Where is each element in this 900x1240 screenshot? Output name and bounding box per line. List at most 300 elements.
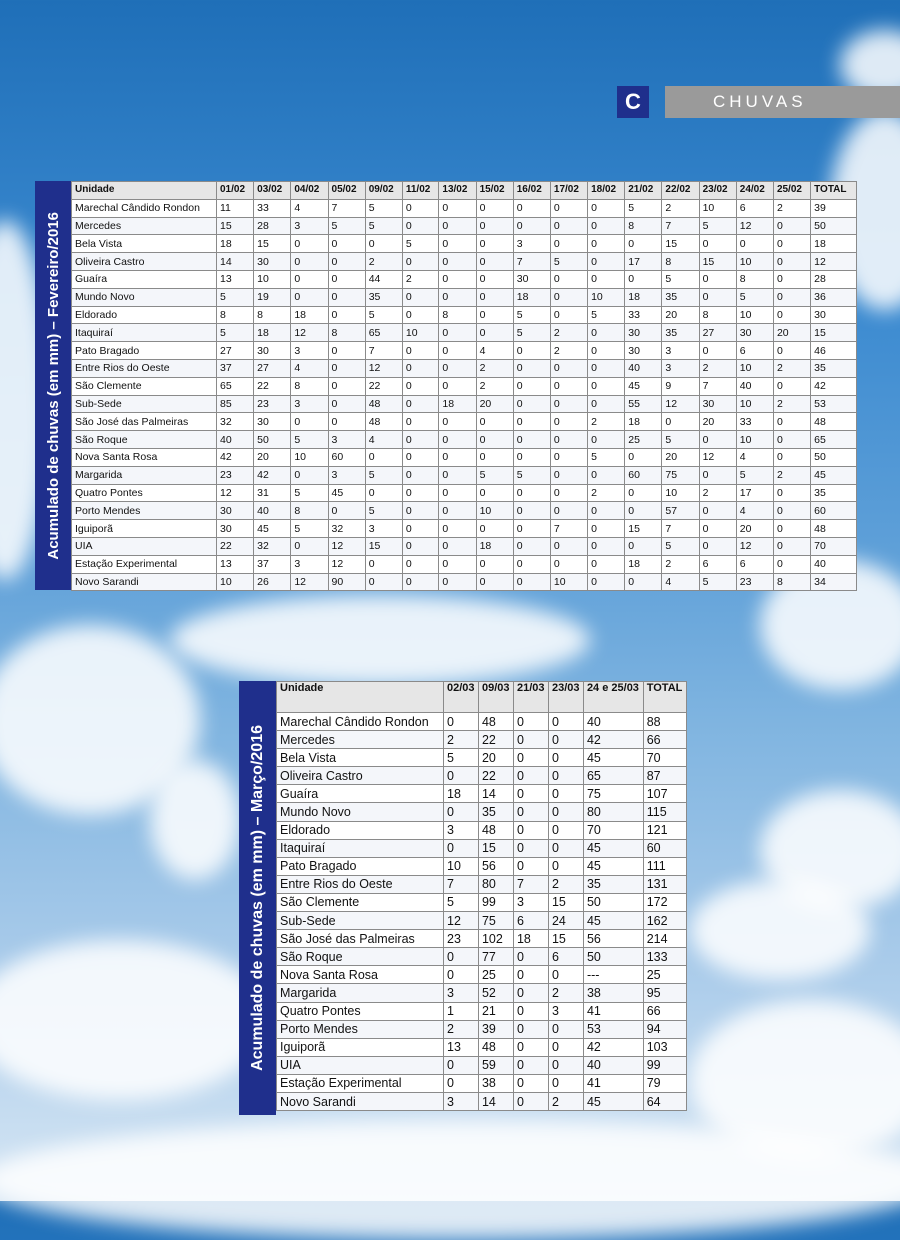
rain-value-cell: 26 [254, 573, 291, 591]
rain-value-cell: 0 [444, 767, 479, 785]
rain-value-cell: 3 [662, 359, 699, 377]
rain-value-cell: 44 [365, 270, 402, 288]
rain-value-cell: 5 [217, 324, 254, 342]
rain-value-cell: 2 [548, 1092, 583, 1110]
rain-value-cell: 0 [328, 359, 365, 377]
rain-value-cell: 8 [328, 324, 365, 342]
rain-value-cell: 56 [478, 857, 513, 875]
rain-value-cell: 0 [773, 377, 810, 395]
unit-name-cell: Sub-Sede [72, 395, 217, 413]
rain-value-cell: 23 [736, 573, 773, 591]
rain-value-cell: 33 [736, 413, 773, 431]
rain-value-cell: 4 [291, 359, 328, 377]
rain-value-cell: 12 [217, 484, 254, 502]
rain-value-cell: 0 [513, 948, 548, 966]
rain-value-cell: 27 [254, 359, 291, 377]
rain-value-cell: 0 [513, 713, 548, 731]
rain-value-cell: 45 [583, 912, 643, 930]
rain-value-cell: 2 [773, 359, 810, 377]
column-header: 04/02 [291, 182, 328, 200]
rain-value-cell: 22 [478, 731, 513, 749]
column-header: TOTAL [643, 682, 686, 713]
column-header: 21/03 [513, 682, 548, 713]
table-row [277, 785, 687, 803]
rain-value-cell: 50 [254, 431, 291, 449]
rain-value-cell: 5 [217, 288, 254, 306]
rain-value-cell: 65 [217, 377, 254, 395]
rain-value-cell: 0 [439, 484, 476, 502]
rain-value-cell: 7 [513, 253, 550, 271]
rain-value-cell: 0 [588, 395, 625, 413]
rain-value-cell: 0 [550, 502, 587, 520]
rain-value-cell: 0 [444, 839, 479, 857]
unit-name-cell: Porto Mendes [72, 502, 217, 520]
rain-value-cell: 133 [643, 948, 686, 966]
rain-value-cell: 0 [439, 377, 476, 395]
rain-value-cell: 12 [328, 537, 365, 555]
rain-value-cell: 8 [625, 217, 662, 235]
rain-value-cell: 28 [254, 217, 291, 235]
rain-value-cell: 30 [625, 324, 662, 342]
unit-name-cell: Marechal Cândido Rondon [72, 199, 217, 217]
rain-value-cell: 0 [513, 520, 550, 538]
rain-value-cell: 14 [478, 785, 513, 803]
table-row [72, 537, 857, 555]
rain-value-cell: 80 [478, 875, 513, 893]
unit-name-cell: Mundo Novo [72, 288, 217, 306]
rain-value-cell: 94 [643, 1020, 686, 1038]
table-row [277, 984, 687, 1002]
rain-value-cell: 5 [513, 466, 550, 484]
rain-value-cell: 18 [625, 413, 662, 431]
rain-value-cell: 5 [736, 466, 773, 484]
rain-value-cell: 3 [291, 217, 328, 235]
rain-value-cell: 5 [513, 306, 550, 324]
table-row [277, 912, 687, 930]
rain-value-cell: 0 [550, 270, 587, 288]
rain-value-cell: 0 [548, 713, 583, 731]
unit-name-cell: Oliveira Castro [72, 253, 217, 271]
rain-value-cell: 2 [588, 413, 625, 431]
table-row [72, 431, 857, 449]
unit-name-cell: Bela Vista [277, 749, 444, 767]
rain-value-cell: 15 [254, 235, 291, 253]
rain-value-cell: 13 [217, 270, 254, 288]
table-row [277, 875, 687, 893]
table-row [72, 502, 857, 520]
rain-value-cell: 35 [811, 484, 857, 502]
rain-value-cell: 34 [811, 573, 857, 591]
table-body [277, 713, 687, 1111]
rain-value-cell: 30 [699, 395, 736, 413]
rain-value-cell: 0 [476, 413, 513, 431]
rain-value-cell: 0 [439, 324, 476, 342]
rain-value-cell: 0 [402, 555, 439, 573]
rain-value-cell: 0 [550, 217, 587, 235]
rain-value-cell: 13 [444, 1038, 479, 1056]
rain-value-cell: 15 [365, 537, 402, 555]
unit-name-cell: São José das Palmeiras [277, 930, 444, 948]
rain-value-cell: 2 [550, 342, 587, 360]
rain-value-cell: 39 [811, 199, 857, 217]
rain-value-cell: 18 [476, 537, 513, 555]
table-row [277, 930, 687, 948]
rain-value-cell: 0 [699, 466, 736, 484]
rain-value-cell: 0 [550, 306, 587, 324]
rain-value-cell: 27 [699, 324, 736, 342]
rain-value-cell: 0 [548, 749, 583, 767]
rain-value-cell: 0 [548, 1056, 583, 1074]
rain-value-cell: 0 [513, 199, 550, 217]
rain-value-cell: 5 [550, 253, 587, 271]
table-row [72, 395, 857, 413]
rain-value-cell: 0 [513, 1020, 548, 1038]
rain-value-cell: 48 [811, 413, 857, 431]
march-rain-table [276, 681, 687, 1111]
march-title-text: Acumulado de chuvas (em mm) – Março/2016 [248, 725, 266, 1071]
rain-value-cell: 37 [217, 359, 254, 377]
rain-value-cell: 4 [476, 342, 513, 360]
unit-name-cell: Entre Rios do Oeste [277, 875, 444, 893]
rain-value-cell: 2 [588, 484, 625, 502]
unit-name-cell: Marechal Cândido Rondon [277, 713, 444, 731]
table-row [72, 484, 857, 502]
rain-value-cell: 30 [736, 324, 773, 342]
rain-value-cell: 0 [328, 235, 365, 253]
rain-value-cell: 0 [588, 377, 625, 395]
rain-value-cell: 45 [254, 520, 291, 538]
february-rain-table [71, 181, 857, 591]
unit-name-cell: Margarida [277, 984, 444, 1002]
rain-value-cell: 0 [402, 253, 439, 271]
rain-value-cell: 0 [402, 199, 439, 217]
rain-value-cell: 45 [625, 377, 662, 395]
rain-value-cell: 0 [513, 413, 550, 431]
rain-value-cell: 0 [550, 235, 587, 253]
unit-name-cell: Iguiporã [277, 1038, 444, 1056]
rain-value-cell: 36 [811, 288, 857, 306]
rain-value-cell: 4 [662, 573, 699, 591]
rain-value-cell: 111 [643, 857, 686, 875]
rain-value-cell: 162 [643, 912, 686, 930]
rain-value-cell: 103 [643, 1038, 686, 1056]
rain-value-cell: 5 [291, 484, 328, 502]
unit-name-cell: Margarida [72, 466, 217, 484]
unit-name-cell: Eldorado [72, 306, 217, 324]
rain-value-cell: 2 [365, 253, 402, 271]
rain-value-cell: 0 [402, 377, 439, 395]
rain-value-cell: 0 [513, 1092, 548, 1110]
table-row [72, 199, 857, 217]
column-header: 21/02 [625, 182, 662, 200]
rain-value-cell: 87 [643, 767, 686, 785]
rain-value-cell: 5 [291, 431, 328, 449]
column-header: 25/02 [773, 182, 810, 200]
rain-value-cell: 131 [643, 875, 686, 893]
unit-name-cell: Mercedes [277, 731, 444, 749]
column-header: 16/02 [513, 182, 550, 200]
rain-value-cell: 7 [365, 342, 402, 360]
rain-value-cell: 8 [736, 270, 773, 288]
rain-value-cell: 0 [699, 431, 736, 449]
rain-value-cell: 3 [513, 235, 550, 253]
rain-value-cell: 10 [476, 502, 513, 520]
rain-value-cell: 23 [217, 466, 254, 484]
rain-value-cell: 2 [773, 395, 810, 413]
rain-value-cell: 0 [699, 502, 736, 520]
rain-value-cell: 0 [773, 306, 810, 324]
rain-value-cell: 75 [583, 785, 643, 803]
rain-value-cell: 10 [550, 573, 587, 591]
rain-value-cell: 0 [476, 199, 513, 217]
table-row [277, 803, 687, 821]
rain-value-cell: 88 [643, 713, 686, 731]
rain-value-cell: 85 [217, 395, 254, 413]
cloud-decoration [0, 940, 270, 1100]
rain-value-cell: 2 [699, 484, 736, 502]
rain-value-cell: 15 [217, 217, 254, 235]
rain-value-cell: 5 [588, 448, 625, 466]
rain-value-cell: 0 [513, 537, 550, 555]
rain-value-cell: 0 [699, 235, 736, 253]
rain-value-cell: 2 [550, 324, 587, 342]
table-row [277, 839, 687, 857]
rain-value-cell: 45 [328, 484, 365, 502]
rain-value-cell: 0 [699, 288, 736, 306]
rain-value-cell: 0 [476, 270, 513, 288]
rain-value-cell: 8 [662, 253, 699, 271]
rain-value-cell: 12 [736, 537, 773, 555]
rain-value-cell: 0 [365, 555, 402, 573]
table-row [72, 324, 857, 342]
rain-value-cell: 0 [328, 502, 365, 520]
rain-value-cell: 0 [773, 235, 810, 253]
table-row [277, 731, 687, 749]
rain-value-cell: 21 [478, 1002, 513, 1020]
rain-value-cell: 0 [625, 573, 662, 591]
rain-value-cell: 8 [254, 306, 291, 324]
rain-value-cell: 17 [625, 253, 662, 271]
rain-value-cell: 18 [513, 288, 550, 306]
rain-value-cell: 0 [439, 537, 476, 555]
rain-value-cell: 60 [625, 466, 662, 484]
rain-value-cell: 0 [625, 502, 662, 520]
rain-value-cell: 0 [588, 199, 625, 217]
rain-value-cell: 5 [662, 537, 699, 555]
rain-value-cell: 0 [550, 466, 587, 484]
rain-value-cell: 48 [478, 713, 513, 731]
rain-value-cell: 9 [662, 377, 699, 395]
unit-name-cell: Quatro Pontes [277, 1002, 444, 1020]
rain-value-cell: 15 [478, 839, 513, 857]
rain-value-cell: 13 [217, 555, 254, 573]
rain-value-cell: 4 [365, 431, 402, 449]
rain-value-cell: 0 [773, 448, 810, 466]
unit-name-cell: Iguiporã [72, 520, 217, 538]
rain-value-cell: 8 [291, 377, 328, 395]
column-header: 23/03 [548, 682, 583, 713]
rain-value-cell: 0 [513, 431, 550, 449]
column-header: 02/03 [444, 682, 479, 713]
rain-value-cell: 18 [254, 324, 291, 342]
table-row [72, 270, 857, 288]
rain-value-cell: 107 [643, 785, 686, 803]
rain-value-cell: 2 [476, 377, 513, 395]
rain-value-cell: 32 [254, 537, 291, 555]
rain-value-cell: 3 [444, 821, 479, 839]
rain-value-cell: 0 [548, 731, 583, 749]
rain-value-cell: 12 [291, 324, 328, 342]
rain-value-cell: 52 [478, 984, 513, 1002]
rain-value-cell: 3 [291, 342, 328, 360]
section-badge: C [617, 86, 649, 118]
rain-value-cell: 15 [699, 253, 736, 271]
column-header: 18/02 [588, 182, 625, 200]
table-row [72, 466, 857, 484]
rain-value-cell: 0 [588, 324, 625, 342]
rain-value-cell: 0 [550, 555, 587, 573]
rain-value-cell: 0 [291, 537, 328, 555]
rain-value-cell: 2 [402, 270, 439, 288]
rain-value-cell: 10 [736, 359, 773, 377]
february-table-title [35, 181, 71, 590]
rain-value-cell: 56 [583, 930, 643, 948]
rain-value-cell: 3 [513, 893, 548, 911]
rain-value-cell: 40 [625, 359, 662, 377]
unit-name-cell: Quatro Pontes [72, 484, 217, 502]
rain-value-cell: 90 [328, 573, 365, 591]
rain-value-cell: 30 [254, 253, 291, 271]
rain-value-cell: 0 [476, 555, 513, 573]
rain-value-cell: 40 [254, 502, 291, 520]
rain-value-cell: 57 [662, 502, 699, 520]
rain-value-cell: 0 [439, 342, 476, 360]
rain-value-cell: 18 [291, 306, 328, 324]
rain-value-cell: 10 [402, 324, 439, 342]
rain-value-cell: 20 [254, 448, 291, 466]
table-row [277, 767, 687, 785]
rain-value-cell: 0 [513, 342, 550, 360]
rain-value-cell: 0 [439, 573, 476, 591]
unit-name-cell: Eldorado [277, 821, 444, 839]
rain-value-cell: 0 [773, 431, 810, 449]
rain-value-cell: 32 [328, 520, 365, 538]
column-header: 17/02 [550, 182, 587, 200]
rain-value-cell: 64 [643, 1092, 686, 1110]
rain-value-cell: 5 [662, 431, 699, 449]
rain-value-cell: 0 [548, 1074, 583, 1092]
table-row [72, 520, 857, 538]
rain-value-cell: 0 [476, 253, 513, 271]
table-row [277, 966, 687, 984]
rain-value-cell: 3 [365, 520, 402, 538]
rain-value-cell: 40 [811, 555, 857, 573]
rain-value-cell: 35 [662, 324, 699, 342]
rain-value-cell: 0 [328, 288, 365, 306]
rain-value-cell: 11 [217, 199, 254, 217]
table-row [277, 948, 687, 966]
table-row [277, 1038, 687, 1056]
rain-value-cell: 7 [699, 377, 736, 395]
unit-name-cell: São Clemente [277, 893, 444, 911]
rain-value-cell: 0 [625, 270, 662, 288]
rain-value-cell: 8 [773, 573, 810, 591]
rain-value-cell: 0 [439, 555, 476, 573]
rain-value-cell: 0 [550, 359, 587, 377]
column-header: 03/02 [254, 182, 291, 200]
rain-value-cell: 14 [478, 1092, 513, 1110]
rain-value-cell: 65 [583, 767, 643, 785]
rain-value-cell: 0 [328, 413, 365, 431]
unit-name-cell: Porto Mendes [277, 1020, 444, 1038]
rain-value-cell: 0 [513, 821, 548, 839]
rain-value-cell: 42 [254, 466, 291, 484]
rain-value-cell: 20 [478, 749, 513, 767]
rain-value-cell: 15 [548, 930, 583, 948]
column-header: Unidade [277, 682, 444, 713]
february-title-text: Acumulado de chuvas (em mm) – Fevereiro/2016 [44, 211, 62, 560]
rain-value-cell: 0 [550, 431, 587, 449]
unit-name-cell: Itaquiraí [277, 839, 444, 857]
rain-value-cell: 0 [291, 270, 328, 288]
rain-value-cell: 18 [513, 930, 548, 948]
rain-value-cell: 0 [625, 484, 662, 502]
rain-value-cell: 0 [550, 537, 587, 555]
rain-value-cell: 3 [291, 395, 328, 413]
rain-value-cell: 0 [513, 857, 548, 875]
rain-value-cell: 0 [476, 431, 513, 449]
rain-value-cell: 10 [217, 573, 254, 591]
rain-value-cell: 3 [291, 555, 328, 573]
rain-value-cell: 5 [365, 466, 402, 484]
table-row [72, 359, 857, 377]
rain-value-cell: 0 [513, 1038, 548, 1056]
rain-value-cell: 22 [217, 537, 254, 555]
rain-value-cell: 31 [254, 484, 291, 502]
rain-value-cell: 0 [476, 520, 513, 538]
rain-value-cell: 22 [478, 767, 513, 785]
rain-value-cell: 5 [625, 199, 662, 217]
rain-value-cell: 0 [513, 573, 550, 591]
rain-value-cell: 4 [291, 199, 328, 217]
rain-value-cell: 0 [402, 502, 439, 520]
rain-value-cell: 4 [736, 502, 773, 520]
unit-name-cell: São Roque [72, 431, 217, 449]
cloud-decoration [0, 1120, 900, 1240]
rain-value-cell: 0 [773, 342, 810, 360]
unit-name-cell: Entre Rios do Oeste [72, 359, 217, 377]
rain-value-cell: 12 [444, 912, 479, 930]
rain-value-cell: 30 [625, 342, 662, 360]
rain-value-cell: 0 [588, 466, 625, 484]
unit-name-cell: São Roque [277, 948, 444, 966]
unit-name-cell: Oliveira Castro [277, 767, 444, 785]
rain-value-cell: 0 [402, 431, 439, 449]
rain-value-cell: 0 [444, 1074, 479, 1092]
rain-value-cell: 0 [476, 235, 513, 253]
rain-value-cell: 10 [291, 448, 328, 466]
rain-value-cell: 20 [699, 413, 736, 431]
rain-value-cell: 12 [736, 217, 773, 235]
rain-value-cell: 4 [736, 448, 773, 466]
rain-value-cell: 0 [513, 785, 548, 803]
rain-value-cell: 10 [588, 288, 625, 306]
rain-value-cell: 0 [773, 413, 810, 431]
table-row [72, 377, 857, 395]
rain-value-cell: 66 [643, 731, 686, 749]
rain-value-cell: 8 [291, 502, 328, 520]
rain-value-cell: 0 [402, 342, 439, 360]
